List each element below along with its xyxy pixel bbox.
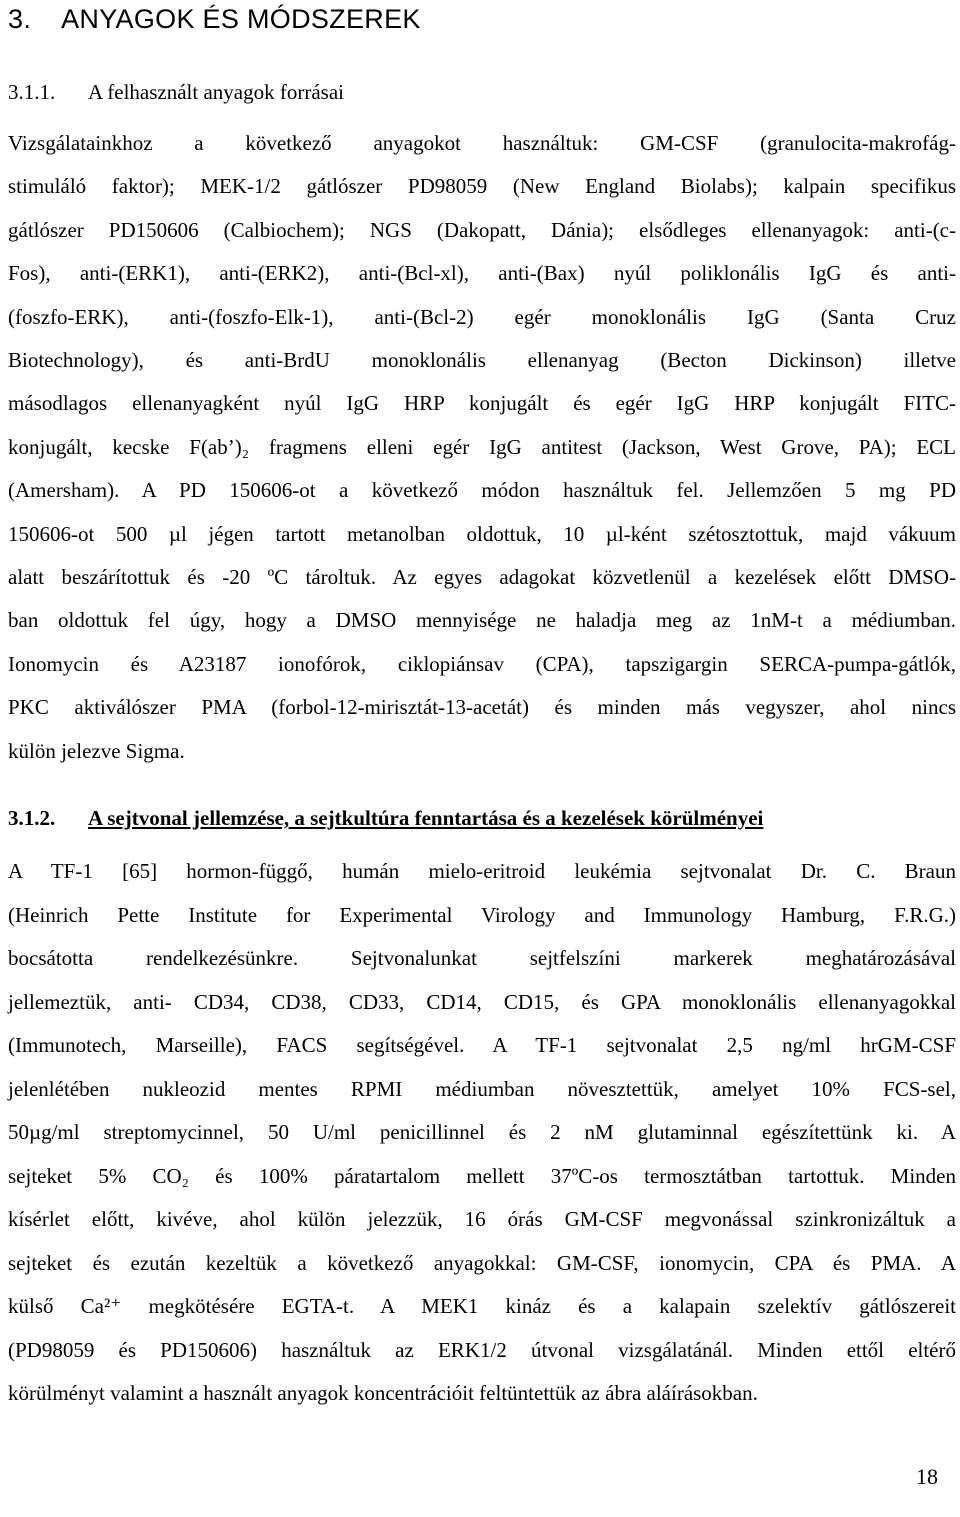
section-number: 3.1.1. bbox=[8, 80, 56, 104]
chapter-heading bbox=[8, 4, 421, 35]
text-line: bocsátotta rendelkezésünkre. Sejtvonalunkat sejtfelszíni markerek meghatározásával bbox=[8, 946, 956, 970]
section-title: A sejtvonal jellemzése, a sejtkultúra fenntartása és a kezelések körülményei bbox=[88, 806, 764, 830]
text-line: sejteket 5% CO₂ és 100% páratartalom mellett 37ºC-os termosztátban tartottuk. Minden bbox=[8, 1163, 956, 1188]
text-line: ban oldottuk fel úgy, hogy a DMSO mennyisége ne haladja meg az 1nM-t a médiumban. bbox=[8, 608, 956, 633]
chapter-title: ANYAGOK ÉS MÓDSZEREK bbox=[61, 4, 421, 34]
page-number: 18 bbox=[916, 1464, 938, 1489]
text-line: konjugált, kecske F(ab’)₂ fragmens elleni egér IgG antitest (Jackson, West Grove, PA); ECL bbox=[8, 434, 956, 459]
text-line: (PD98059 és PD150606) használtuk az ERK1/2 útvonal vizsgálatánál. Minden ettől eltérő bbox=[8, 1337, 956, 1362]
text-line: Fos), anti-(ERK1), anti-(ERK2), anti-(Bcl-xl), anti-(Bax) nyúl poliklonális IgG és anti- bbox=[8, 261, 956, 286]
chapter-number: 3. bbox=[8, 4, 32, 34]
text-line: sejteket és ezután kezeltük a következő anyagokkal: GM-CSF, ionomycin, CPA és PMA. A bbox=[8, 1250, 956, 1275]
text-line: gátlószer PD150606 (Calbiochem); NGS (Dakopatt, Dánia); elsődleges ellenanyagok: anti-(c- bbox=[8, 217, 956, 242]
section-title: A felhasznált anyagok forrásai bbox=[88, 80, 344, 104]
text-line: jellemeztük, anti- CD34, CD38, CD33, CD14, CD15, és GPA monoklonális ellenanyagokkal bbox=[8, 989, 956, 1014]
text-line: alatt beszárítottuk és -20 ºC tároltuk. Az egyes adagokat közvetlenül a kezelések előtt DMSO- bbox=[8, 565, 956, 589]
text-line: PKC aktiválószer PMA (forbol-12-mirisztát-13-acetát) és minden más vegyszer, ahol nincs bbox=[8, 695, 956, 720]
text-line: (Heinrich Pette Institute for Experimental Virology and Immunology Hamburg, F.R.G.) bbox=[8, 902, 956, 927]
text-line: külső Ca²⁺ megkötésére EGTA-t. A MEK1 kináz és a kalapain szelektív gátlószereit bbox=[8, 1294, 956, 1318]
text-line: kísérlet előtt, kivéve, ahol külön jelezzük, 16 órás GM-CSF megvonással szinkronizáltuk a bbox=[8, 1207, 956, 1231]
text-line: Biotechnology), és anti-BrdU monoklonális ellenanyag (Becton Dickinson) illetve bbox=[8, 348, 956, 372]
section-heading-3-1-1 bbox=[8, 80, 344, 105]
text-line: 150606-ot 500 µl jégen tartott metanolban oldottuk, 10 µl-ként szétosztottuk, majd vákuum bbox=[8, 521, 956, 546]
text-line: másodlagos ellenanyagként nyúl IgG HRP konjugált és egér IgG HRP konjugált FITC- bbox=[8, 391, 956, 416]
text-line: (Immunotech, Marseille), FACS segítségével. A TF-1 sejtvonalat 2,5 ng/ml hrGM-CSF bbox=[8, 1033, 956, 1057]
section-heading-3-1-2 bbox=[8, 806, 763, 831]
text-line: külön jelezve Sigma. bbox=[8, 738, 185, 763]
text-line: A TF-1 [65] hormon-függő, humán mielo-eritroid leukémia sejtvonalat Dr. C. Braun bbox=[8, 859, 956, 883]
text-line: (Amersham). A PD 150606-ot a következő módon használtuk fel. Jellemzően 5 mg PD bbox=[8, 478, 956, 503]
text-line: Vizsgálatainkhoz a következő anyagokot használtuk: GM-CSF (granulocita-makrofág- bbox=[8, 131, 956, 155]
text-line: jelenlétében nukleozid mentes RPMI médiumban növesztettük, amelyet 10% FCS-sel, bbox=[8, 1076, 956, 1101]
text-line: Ionomycin és A23187 ionofórok, ciklopiánsav (CPA), tapszigargin SERCA-pumpa-gátlók, bbox=[8, 651, 956, 676]
text-line: körülményt valamint a használt anyagok koncentrációit feltüntettük az ábra aláírásokban. bbox=[8, 1381, 758, 1405]
text-line: 50µg/ml streptomycinnel, 50 U/ml penicillinnel és 2 nM glutaminnal egészítettünk ki. A bbox=[8, 1120, 956, 1144]
text-line: stimuláló faktor); MEK-1/2 gátlószer PD98059 (New England Biolabs); kalpain specifikus bbox=[8, 174, 956, 199]
text-line: (foszfo-ERK), anti-(foszfo-Elk-1), anti-(Bcl-2) egér monoklonális IgG (Santa Cruz bbox=[8, 304, 956, 329]
section-number: 3.1.2. bbox=[8, 806, 56, 830]
